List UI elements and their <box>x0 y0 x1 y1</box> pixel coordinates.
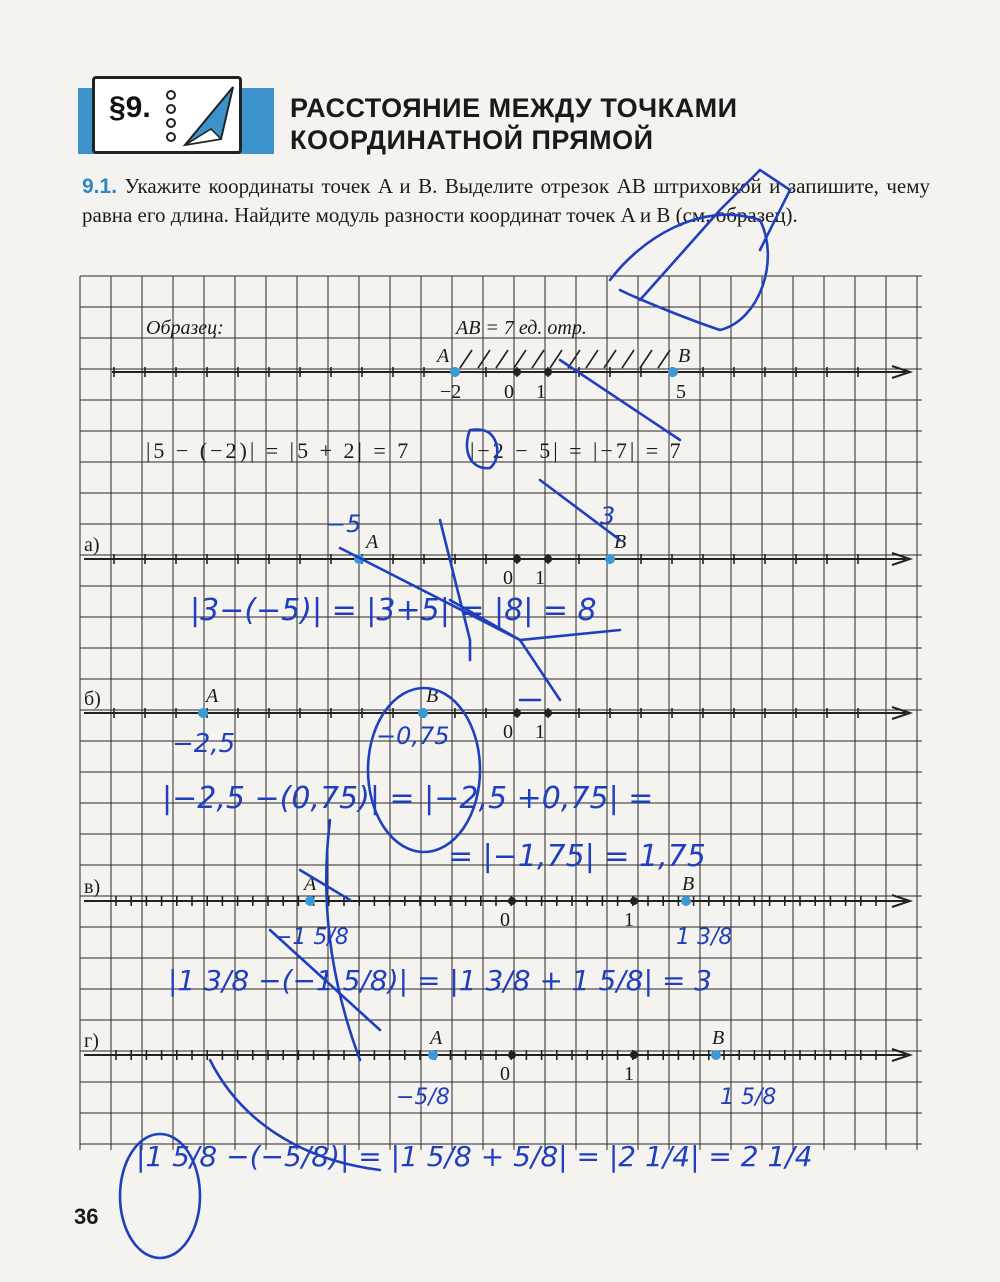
task-a-label: а) <box>84 534 100 556</box>
sample-tick-1: 1 <box>536 381 546 403</box>
task-a-tick-0: 0 <box>503 567 513 589</box>
sample-point-a <box>450 367 460 377</box>
task-b-label-a: A <box>206 685 219 707</box>
sample-tick-0: 0 <box>504 381 514 403</box>
task-v-label-a: A <box>304 873 317 895</box>
task-b-label: б) <box>84 688 101 710</box>
task-v-point-b <box>681 896 691 906</box>
hand-g-value-b: 1 5/8 <box>720 1085 777 1110</box>
sample-tick-5: 5 <box>676 381 686 403</box>
task-a-label-b: B <box>614 531 627 553</box>
task-a-point-b <box>605 554 615 564</box>
sample-tick-minus2: −2 <box>440 381 462 403</box>
sample-length-note: AB = 7 ед. отр. <box>456 317 587 339</box>
hand-v-value-a: −1 5/8 <box>274 925 349 950</box>
task-b-one-dot <box>544 709 552 717</box>
sample-formula-1: |5 − (−2)| = |5 + 2| = 7 <box>146 438 412 463</box>
title-line-1: РАССТОЯНИЕ МЕЖДУ ТОЧКАМИ <box>290 93 738 123</box>
hand-g-solution: |1 5/8 −(−5/8)| = |1 5/8 + 5/8| = |2 1/4| = 2 1/4 <box>136 1140 813 1173</box>
task-g-label: г) <box>84 1030 99 1052</box>
task-g-zero-dot <box>508 1051 516 1059</box>
task-b-label-b: B <box>426 685 439 707</box>
hand-a-solution: |3−(−5)| = |3+5| = |8| = 8 <box>190 593 597 628</box>
sample-point-b <box>668 367 678 377</box>
exercise-text: Укажите координаты точек A и B. Выделите отрезок AB штриховкой и запишите, чему равна его длина. Найдите модуль разности координат точек A и B (см. образец). <box>82 174 931 227</box>
hand-b-value-b: −0,75 <box>376 722 450 750</box>
task-v-label: в) <box>84 876 101 898</box>
sample-zero-dot <box>513 368 521 376</box>
sample-label: Образец: <box>146 317 224 339</box>
hand-g-value-a: −5/8 <box>396 1085 450 1110</box>
task-v-one-dot <box>630 897 638 905</box>
exercise-number: 9.1. <box>82 175 118 198</box>
task-v-label-b: B <box>682 873 695 895</box>
task-v-zero-dot <box>508 897 516 905</box>
page-number: 36 <box>74 1204 99 1229</box>
task-g-one-dot <box>630 1051 638 1059</box>
task-b-point-b <box>418 708 428 718</box>
task-b-zero-dot <box>513 709 521 717</box>
section-number: §9. <box>109 91 151 124</box>
task-g-point-a <box>428 1050 438 1060</box>
hand-v-value-b: 1 3/8 <box>676 925 733 950</box>
task-g-tick-0: 0 <box>500 1063 510 1085</box>
task-a-zero-dot <box>513 555 521 563</box>
title-line-2: КООРДИНАТНОЙ ПРЯМОЙ <box>290 125 654 155</box>
task-g-label-b: B <box>712 1027 725 1049</box>
sample-formula-2: |−2 − 5| = |−7| = 7 <box>470 438 684 463</box>
task-v-tick-1: 1 <box>624 909 634 931</box>
hand-b-solution-1: |−2,5 −(0,75)| = |−2,5 +0,75| = <box>162 781 654 816</box>
sample-label-b: B <box>678 345 691 367</box>
task-v-tick-0: 0 <box>500 909 510 931</box>
hand-a-value-a: −5 <box>326 510 362 538</box>
task-b-point-a <box>198 708 208 718</box>
task-v-point-a <box>305 896 315 906</box>
sample-label-a: A <box>437 345 450 367</box>
hand-v-solution: |1 3/8 −(−1 5/8)| = |1 3/8 + 1 5/8| = 3 <box>168 964 713 997</box>
task-a-tick-1: 1 <box>535 567 545 589</box>
task-g-point-b <box>711 1050 721 1060</box>
hand-a-value-b: 3 <box>600 502 616 530</box>
task-b-tick-1: 1 <box>535 721 545 743</box>
hand-b-solution-2: = |−1,75| = 1,75 <box>448 839 706 874</box>
hand-b-value-a: −2,5 <box>172 729 236 759</box>
task-a-one-dot <box>544 555 552 563</box>
task-b-tick-0: 0 <box>503 721 513 743</box>
task-g-label-a: A <box>430 1027 443 1049</box>
task-g-tick-1: 1 <box>624 1063 634 1085</box>
sample-one-dot <box>544 368 552 376</box>
task-a-label-a: A <box>366 531 379 553</box>
